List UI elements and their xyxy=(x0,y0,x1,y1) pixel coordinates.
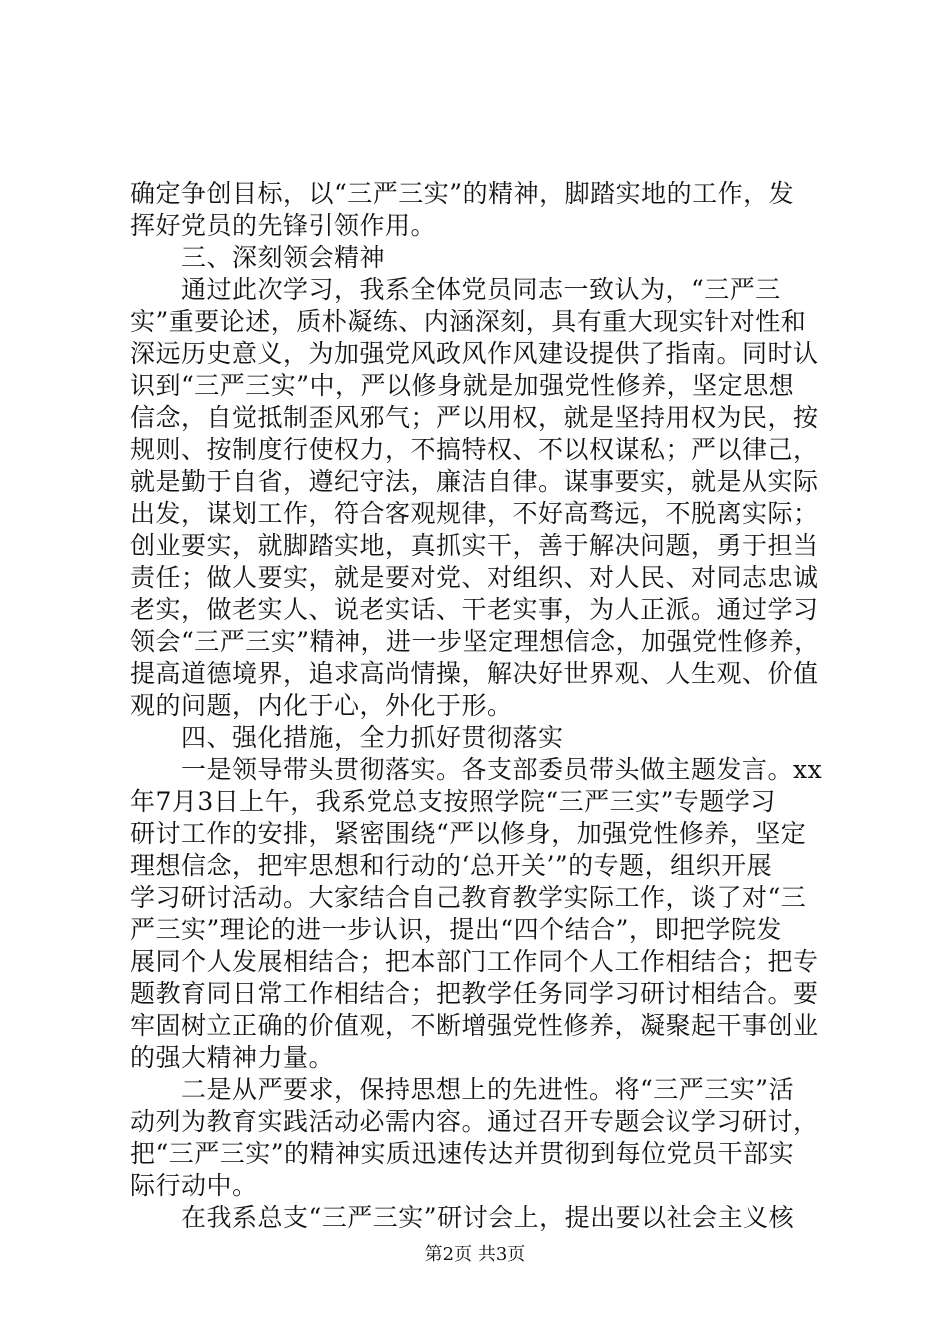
text-line: 深远历史意义，为加强党风政风作风建设提供了指南。同时认 xyxy=(130,339,819,368)
text-line: 题教育同日常工作相结合；把教学任务同学习研讨相结合。要 xyxy=(130,979,819,1008)
text-line: 严三实”理论的进一步认识，提出“四个结合”，即把学院发 xyxy=(130,915,782,944)
text-line: 把“三严三实”的精神实质迅速传达并贯彻到每位党员干部实 xyxy=(130,1139,795,1168)
text-line: 实”重要论述，质朴凝练、内涵深刻，具有重大现实针对性和 xyxy=(130,307,807,336)
text-line: 通过此次学习，我系全体党员同志一致认为，“三严三 xyxy=(130,275,781,304)
section-heading: 三、深刻领会精神 xyxy=(130,243,386,272)
text-line: 的强大精神力量。 xyxy=(130,1043,335,1072)
text-line: 规则、按制度行使权力，不搞特权、不以权谋私；严以律己， xyxy=(130,435,819,464)
text-line: 挥好党员的先锋引领作用。 xyxy=(130,211,437,240)
text-line: 年7月3日上午，我系党总支按照学院“三严三实”专题学习 xyxy=(130,787,776,816)
text-line: 确定争创目标，以“三严三实”的精神，脚踏实地的工作，发 xyxy=(130,179,795,208)
text-line: 领会“三严三实”精神，进一步坚定理想信念，加强党性修养， xyxy=(130,627,820,656)
section-heading: 四、强化措施，全力抓好贯彻落实 xyxy=(130,723,564,752)
page-number-footer: 第2页 共3页 xyxy=(424,1244,526,1265)
text-line: 一是领导带头贯彻落实。各支部委员带头做主题发言。xx xyxy=(130,755,823,784)
text-line: 识到“三严三实”中，严以修身就是加强党性修养，坚定思想 xyxy=(130,371,795,400)
text-line: 研讨工作的安排，紧密围绕“严以修身，加强党性修养，坚定 xyxy=(130,819,807,848)
text-line: 信念，自觉抵制歪风邪气；严以用权，就是坚持用权为民，按 xyxy=(130,403,819,432)
text-line: 牢固树立正确的价值观，不断增强党性修养，凝聚起干事创业 xyxy=(130,1011,819,1040)
text-line: 就是勤于自省，遵纪守法，廉洁自律。谋事要实，就是从实际 xyxy=(130,467,819,496)
text-line: 理想信念，把牢思想和行动的‘总开关’”的专题，组织开展 xyxy=(130,851,773,880)
text-line: 在我系总支“三严三实”研讨会上，提出要以社会主义核 xyxy=(130,1203,795,1232)
text-line: 创业要实，就脚踏实地，真抓实干，善于解决问题，勇于担当 xyxy=(130,531,819,560)
text-line: 观的问题，内化于心，外化于形。 xyxy=(130,691,513,720)
text-line: 提高道德境界，追求高尚情操，解决好世界观、人生观、价值 xyxy=(130,659,819,688)
text-line: 出发，谋划工作，符合客观规律，不好高骛远，不脱离实际； xyxy=(130,499,819,528)
text-line: 二是从严要求，保持思想上的先进性。将“三严三实”活 xyxy=(130,1075,795,1104)
text-line: 际行动中。 xyxy=(130,1171,258,1200)
text-line: 展同个人发展相结合；把本部门工作同个人工作相结合；把专 xyxy=(130,947,819,976)
text-line: 学习研讨活动。大家结合自己教育教学实际工作，谈了对“三 xyxy=(130,883,807,912)
text-line: 动列为教育实践活动必需内容。通过召开专题会议学习研讨， xyxy=(130,1107,819,1136)
text-line: 老实，做老实人、说老实话、干老实事，为人正派。通过学习 xyxy=(130,595,819,624)
text-line: 责任；做人要实，就是要对党、对组织、对人民、对同志忠诚 xyxy=(130,563,819,592)
